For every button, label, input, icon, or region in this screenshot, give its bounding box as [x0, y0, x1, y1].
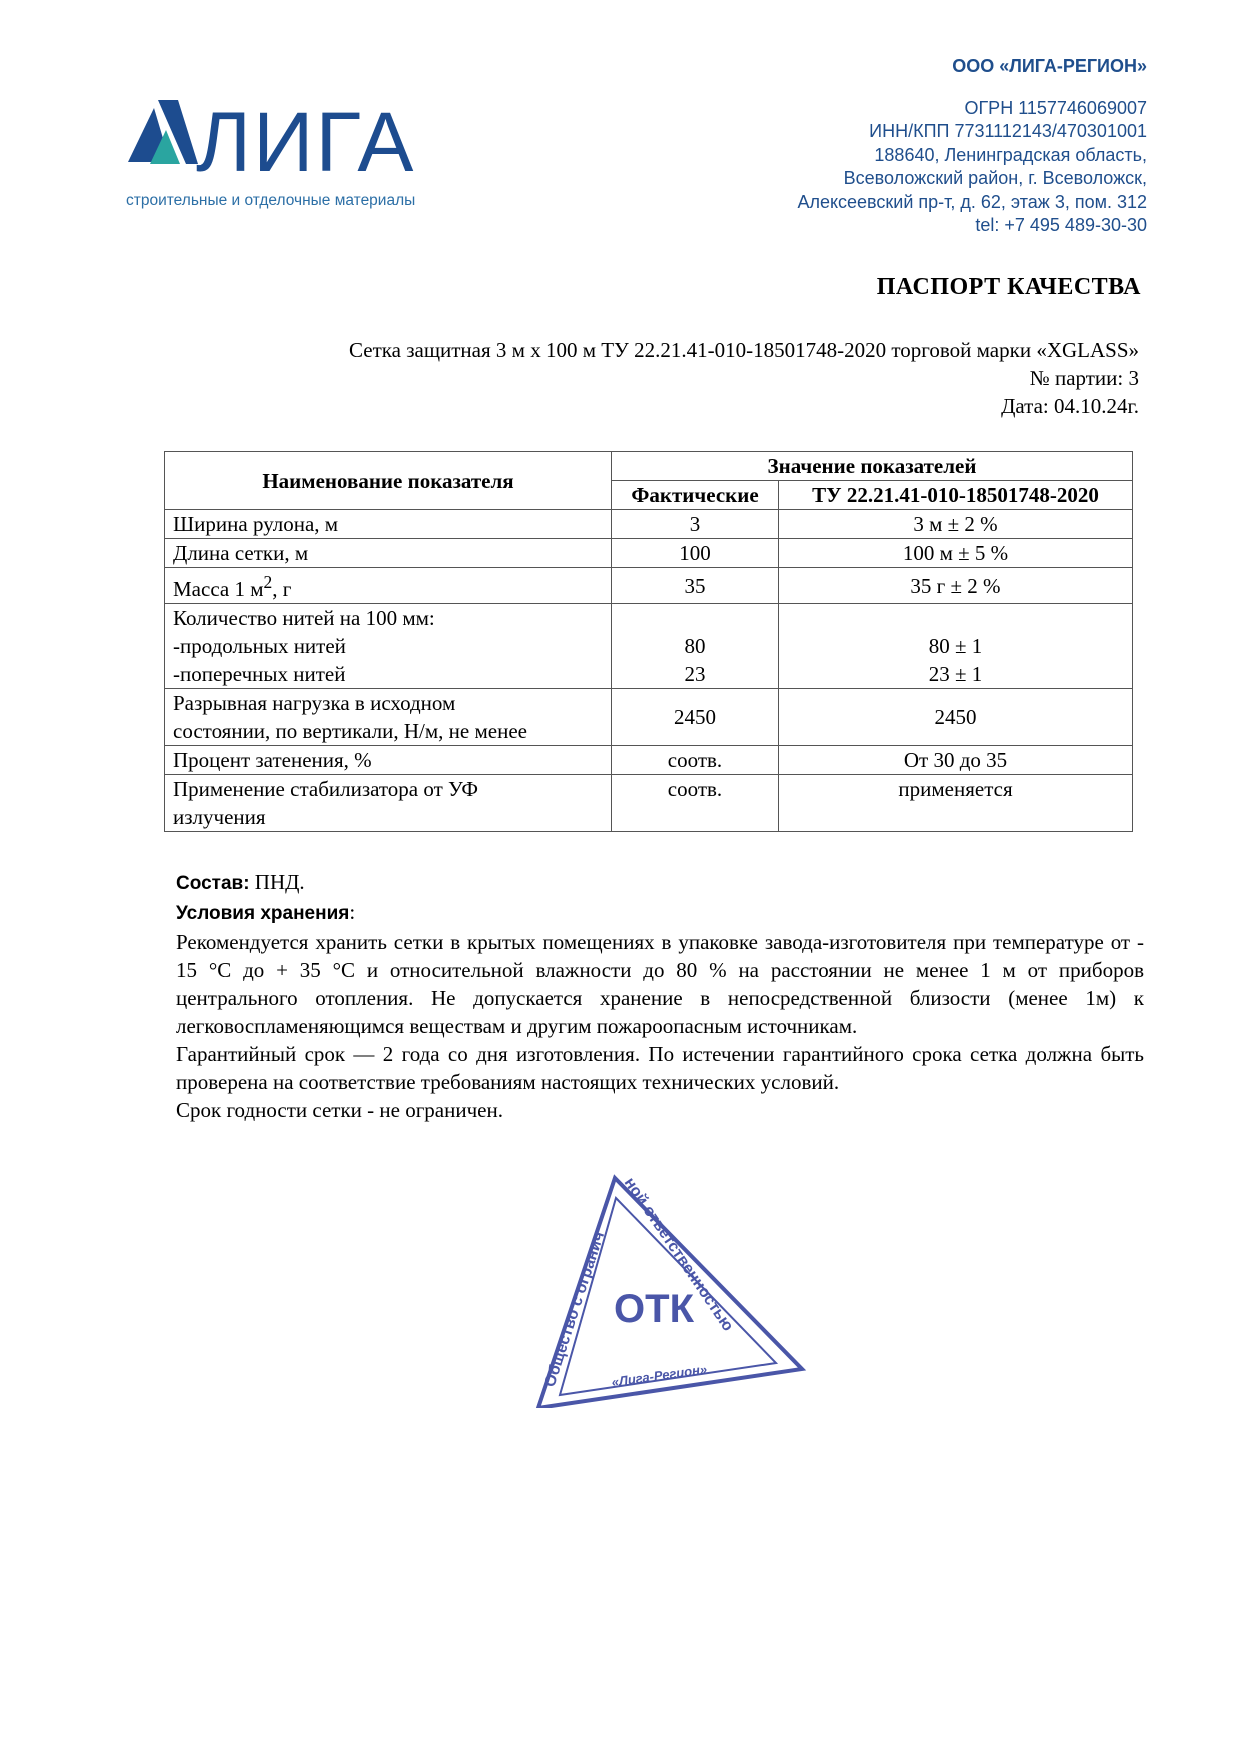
- composition-line: [176, 868, 1144, 898]
- table-row: [165, 568, 1133, 604]
- row-actual: соотв.: [612, 746, 779, 775]
- row-name: Процент затенения, %: [165, 746, 612, 775]
- company-address-line2: Всеволожский район, г. Всеволожск,: [843, 168, 1147, 189]
- company-name: ООО «ЛИГА-РЕГИОН»: [952, 56, 1147, 76]
- table-row: [165, 510, 1133, 539]
- row-spec: От 30 до 35: [779, 746, 1133, 775]
- row-name: [165, 775, 612, 832]
- table-row: [165, 689, 1133, 746]
- row-actual: 100: [612, 539, 779, 568]
- composition-label: Состав:: [176, 873, 250, 894]
- company-address-line1: 188640, Ленинградская область,: [874, 144, 1147, 165]
- otk-stamp: [532, 1174, 808, 1408]
- shelf-life-text: Срок годности сетки - не ограничен.: [176, 1098, 503, 1122]
- document-date: Дата: 04.10.24г.: [1001, 394, 1139, 418]
- quality-table: [164, 451, 1133, 832]
- header-indicator-values: Значение показателей: [612, 452, 1133, 481]
- header-actual: Фактические: [612, 481, 779, 510]
- row-spec: 100 м ± 5 %: [779, 539, 1133, 568]
- row-name: [165, 689, 612, 746]
- storage-text: Рекомендуется хранить сетки в крытых помещениях в упаковке завода-изготовителя при температуре от - 15 °C до + 35 °C и относительной влажности до 80 % на расстоянии не менее 1 м от приборов центрального отопления. Не допускается хранение в непосредственной близости (менее 1м) к легковоспламеняющимся веществам и другим пожароопасным источникам.: [176, 930, 1144, 1038]
- row-name-line: Разрывная нагрузка в исходном: [173, 691, 456, 715]
- company-details: [797, 56, 1147, 237]
- logo-word: ЛИГА: [196, 95, 416, 189]
- stamp-bottom-text: «Лига-Регион»: [610, 1361, 708, 1390]
- row-actual: [612, 604, 779, 689]
- company-address-line3: Алексеевский пр-т, д. 62, этаж 3, пом. 312: [797, 191, 1147, 212]
- document-title: ПАСПОРТ КАЧЕСТВА: [876, 274, 1141, 300]
- batch-number: № партии: 3: [1029, 366, 1139, 390]
- table-row: [165, 746, 1133, 775]
- row-name-suffix: , г: [272, 577, 292, 601]
- row-spec-line: 23 ± 1: [928, 662, 983, 686]
- document-subtitle-block: [349, 336, 1139, 420]
- row-name: [165, 568, 612, 604]
- row-name-line: -поперечных нитей: [173, 662, 346, 686]
- row-name-line: Количество нитей на 100 мм:: [173, 606, 435, 630]
- row-actual-line: 23: [684, 662, 706, 686]
- company-ogrn: ОГРН 1157746069007: [964, 98, 1147, 118]
- stamp-right-text: ной ответственностью: [620, 1174, 737, 1335]
- row-name-main: Масса 1 м: [173, 577, 264, 601]
- row-name: [165, 604, 612, 689]
- row-spec: 35 г ± 2 %: [779, 568, 1133, 604]
- row-name-line: излучения: [173, 805, 266, 829]
- composition-value: ПНД.: [249, 870, 305, 894]
- row-actual-line: 80: [684, 634, 706, 658]
- storage-label: Условия хранения: [176, 903, 350, 924]
- row-name: Длина сетки, м: [165, 539, 612, 568]
- row-name-line: Применение стабилизатора от УФ: [173, 777, 478, 801]
- header-indicator-name: Наименование показателя: [165, 452, 612, 510]
- row-spec: [779, 604, 1133, 689]
- storage-colon: :: [349, 900, 356, 924]
- logo-mark-icon: [128, 100, 198, 170]
- row-actual: 2450: [612, 689, 779, 746]
- document-body: [176, 868, 1144, 1124]
- header-spec: ТУ 22.21.41-010-18501748-2020: [779, 481, 1133, 510]
- row-actual: соотв.: [612, 775, 779, 832]
- row-name: Ширина рулона, м: [165, 510, 612, 539]
- row-spec: применяется: [779, 775, 1133, 832]
- company-logo: [126, 95, 458, 210]
- logo-tagline: строительные и отделочные материалы: [126, 192, 416, 209]
- row-actual: 35: [612, 568, 779, 604]
- stamp-left-text: Общество с огранич: [541, 1229, 609, 1390]
- row-name-line: -продольных нитей: [173, 634, 346, 658]
- row-actual: 3: [612, 510, 779, 539]
- row-name-line: состоянии, по вертикали, Н/м, не менее: [173, 719, 527, 743]
- warranty-text: Гарантийный срок — 2 года со дня изготовления. По истечении гарантийного срока сетка должна быть проверена на соответствие требованиям настоящих технических условий.: [176, 1042, 1144, 1094]
- row-name-superscript: 2: [263, 572, 273, 592]
- table-row: [165, 604, 1133, 689]
- table-row: [165, 775, 1133, 832]
- storage-heading: [176, 898, 1144, 928]
- company-phone: tel: +7 495 489-30-30: [975, 215, 1147, 236]
- table-header-row: [165, 452, 1133, 481]
- table-row: [165, 539, 1133, 568]
- row-spec: 3 м ± 2 %: [779, 510, 1133, 539]
- row-spec: 2450: [779, 689, 1133, 746]
- stamp-center-text: ОТК: [614, 1287, 694, 1331]
- company-inn: ИНН/КПП 7731112143/470301001: [869, 121, 1147, 142]
- row-spec-line: 80 ± 1: [928, 634, 983, 658]
- product-description: Сетка защитная 3 м х 100 м ТУ 22.21.41-010-18501748-2020 торговой марки «XGLASS»: [349, 338, 1139, 362]
